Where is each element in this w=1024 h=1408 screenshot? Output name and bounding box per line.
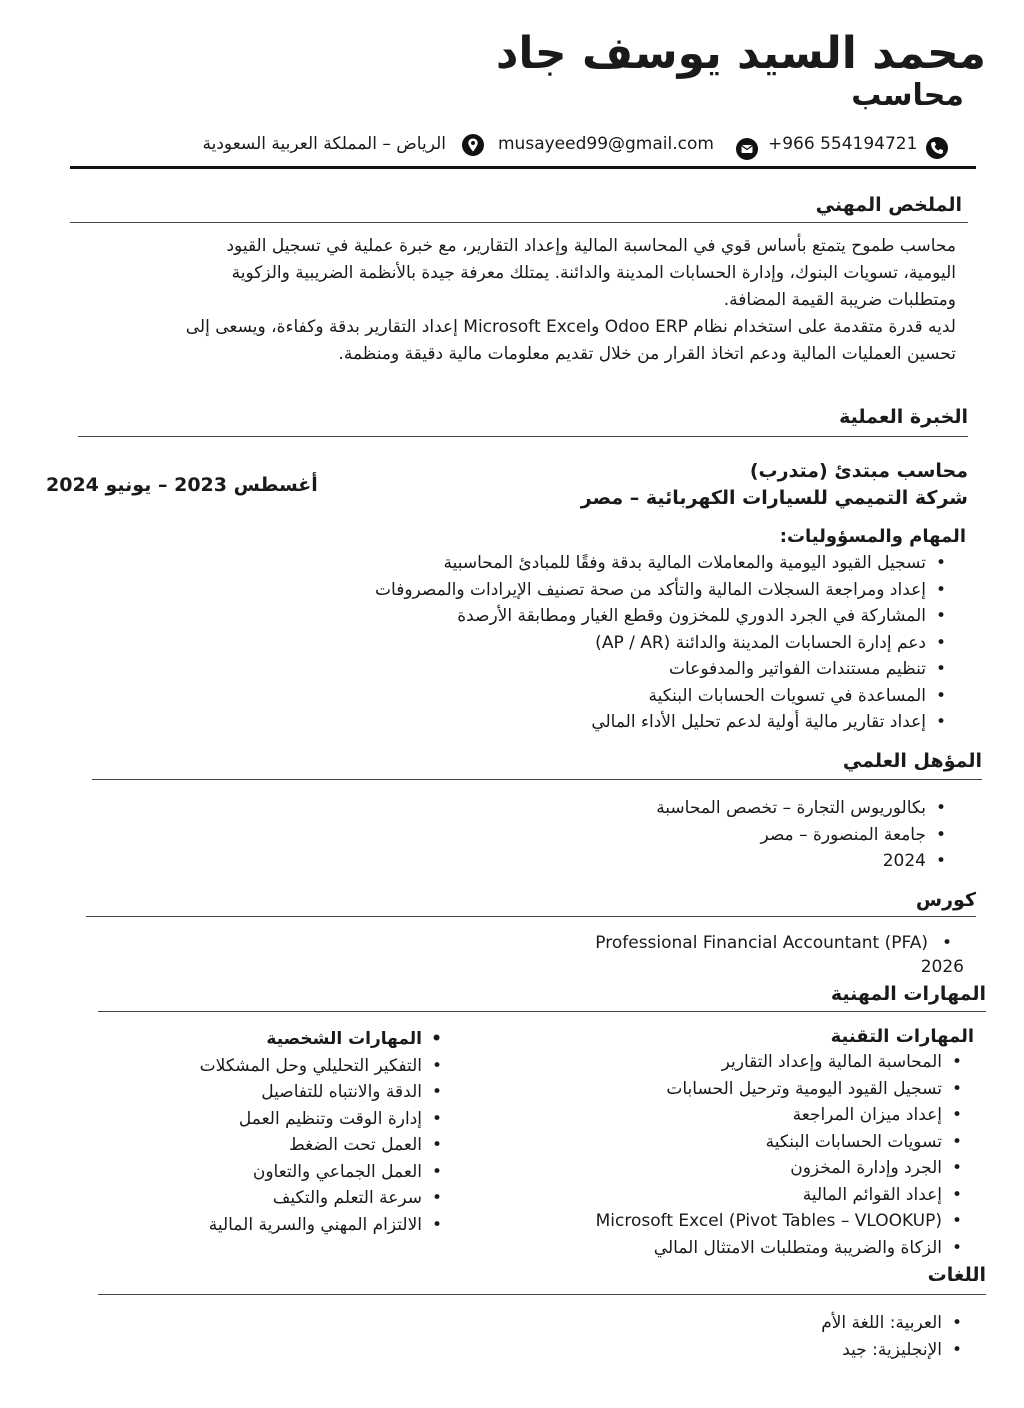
bullet: • [941,933,952,953]
list-item: • بكالوريوس التجارة – تخصص المحاسبة [656,795,952,822]
course-divider [86,916,976,917]
course-heading: كورس [915,889,976,911]
personal-skills-list [200,1026,448,1238]
list-item: • إعداد ميزان المراجعة [596,1102,968,1129]
list-item: • جامعة المنصورة – مصر [656,822,952,849]
experience-divider [78,436,968,437]
personal-skills-heading: • المهارات الشخصية [200,1026,448,1053]
technical-skills-heading: المهارات التقنية [830,1026,974,1047]
list-item: • Microsoft Excel (Pivot Tables – VLOOKUP) [596,1208,968,1235]
list-item: • إعداد ومراجعة السجلات المالية والتأكد من صحة تصنيف الإيرادات والمصروفات [375,577,952,604]
list-item: • المساعدة في تسويات الحسابات البنكية [375,683,952,710]
skills-divider [98,1011,986,1012]
header-divider [70,166,976,169]
education-divider [92,779,982,780]
candidate-name: محمد السيد يوسف جاد [495,28,986,79]
summary-text [56,233,956,368]
summary-line: ومتطلبات ضريبة القيمة المضافة. [723,290,956,310]
list-item: • العمل تحت الضغط [200,1132,448,1159]
list-item: • الدقة والانتباه للتفاصيل [200,1079,448,1106]
location: الرياض – المملكة العربية السعودية [202,134,446,154]
list-item: • تسجيل القيود اليومية والمعاملات المالية بدقة وفقًا للمبادئ المحاسبية [375,550,952,577]
summary-line: لديه قدرة متقدمة على استخدام نظام Odoo ERP وMicrosoft Excel إعداد التقارير بدقة وكفاءة، ويسعى إلى [185,317,956,337]
list-item: • الزكاة والضريبة ومتطلبات الامتثال المالي [596,1235,968,1262]
skills-heading: المهارات المهنية [830,983,986,1005]
location-icon [462,134,484,156]
job-title: محاسب [851,78,964,113]
summary-line: اليومية، تسويات البنوك، وإدارة الحسابات المدينة والدائنة. يمتلك معرفة جيدة بالأنظمة الضريبية والزكوية [231,263,956,283]
phone-number: +966 554194721 [768,134,918,154]
languages-heading: اللغات [927,1264,986,1286]
list-item: • تسجيل القيود اليومية وترحيل الحسابات [596,1076,968,1103]
list-item: • 2024 [656,848,952,875]
course-name: Professional Financial Accountant (PFA) [595,933,928,953]
course-item [595,933,952,953]
list-item: • تسويات الحسابات البنكية [596,1129,968,1156]
list-item: • إدارة الوقت وتنظيم العمل [200,1106,448,1133]
experience-company: شركة التميمي للسيارات الكهربائية – مصر [580,487,968,509]
summary-line: تحسين العمليات المالية ودعم اتخاذ القرار من خلال تقديم معلومات مالية دقيقة ومنظمة. [338,344,956,364]
duties-heading: المهام والمسؤوليات: [779,526,966,547]
phone-icon [926,137,948,159]
list-item: • الجرد وإدارة المخزون [596,1155,968,1182]
list-item: • المشاركة في الجرد الدوري للمخزون وقطع الغيار ومطابقة الأرصدة [375,603,952,630]
list-item: • إعداد القوائم المالية [596,1182,968,1209]
education-heading: المؤهل العلمي [842,750,982,772]
list-item: • المحاسبة المالية وإعداد التقارير [596,1049,968,1076]
list-item: • الالتزام المهني والسرية المالية [200,1212,448,1239]
list-item: • العربية: اللغة الأم [821,1310,968,1337]
list-item: • العمل الجماعي والتعاون [200,1159,448,1186]
summary-heading: الملخص المهني [815,194,962,216]
email-address: musayeed99@gmail.com [498,134,714,154]
list-item: • سرعة التعلم والتكيف [200,1185,448,1212]
languages-divider [98,1294,986,1295]
summary-divider [70,222,968,223]
duties-list [375,550,952,736]
experience-dates: أغسطس 2023 – يونيو 2024 [46,474,318,496]
experience-role: محاسب مبتدئ (متدرب) [749,460,968,482]
list-item: • التفكير التحليلي وحل المشكلات [200,1053,448,1080]
course-year: 2026 [920,957,964,977]
summary-line: محاسب طموح يتمتع بأساس قوي في المحاسبة المالية وإعداد التقارير، مع خبرة عملية في تسجيل القيود [226,236,956,256]
list-item: • تنظيم مستندات الفواتير والمدفوعات [375,656,952,683]
experience-heading: الخبرة العملية [839,406,968,428]
education-list [656,795,952,875]
list-item: • الإنجليزية: جيد [821,1337,968,1364]
technical-skills-list [596,1049,968,1261]
list-item: • دعم إدارة الحسابات المدينة والدائنة (AP / AR) [375,630,952,657]
languages-list [821,1310,968,1363]
list-item: • إعداد تقارير مالية أولية لدعم تحليل الأداء المالي [375,709,952,736]
email-icon [736,138,758,160]
